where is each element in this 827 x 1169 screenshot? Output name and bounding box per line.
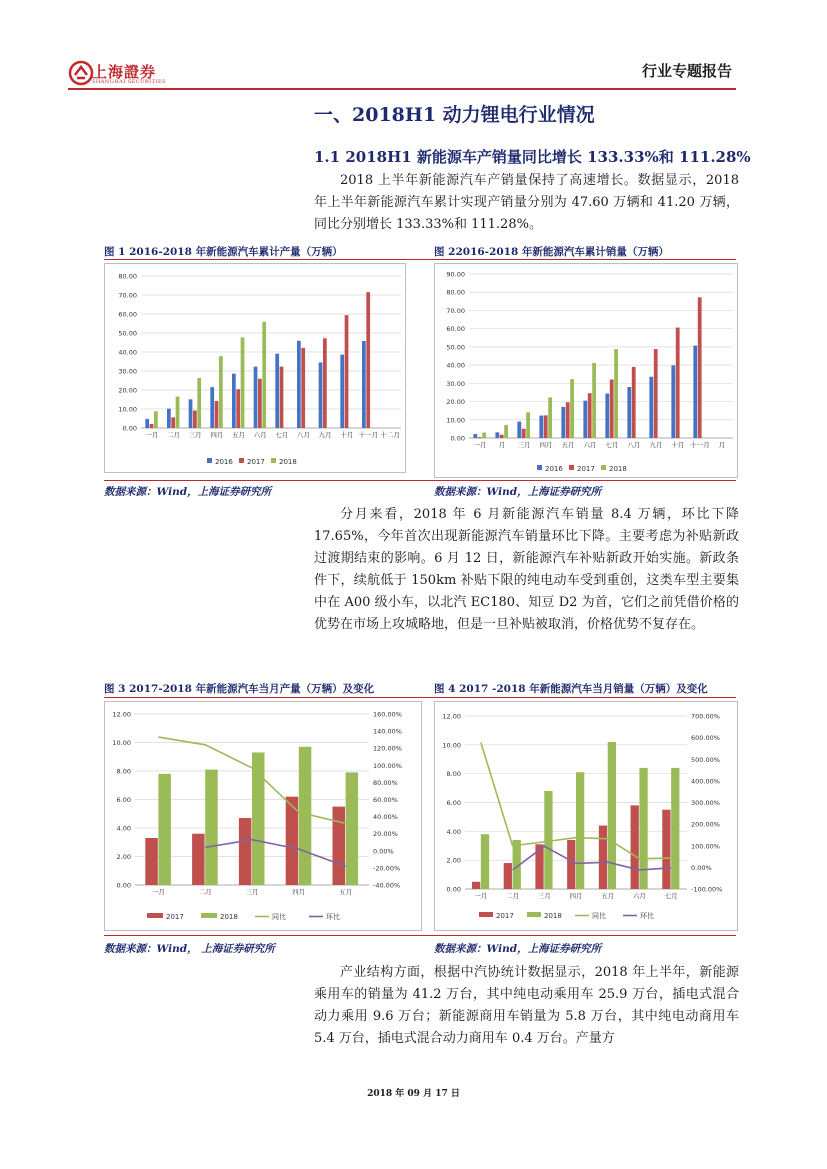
bar-2018-三月 — [526, 412, 530, 438]
y2-tick-label: 60.00% — [373, 796, 398, 804]
bar-2016-七月 — [605, 394, 609, 438]
bar-2016-六月 — [254, 367, 258, 428]
y-tick-label: 40.00 — [446, 361, 465, 370]
legend-swatch-2017 — [569, 465, 574, 470]
y-tick-label: 0.00 — [116, 881, 131, 890]
figure-rule — [104, 480, 736, 481]
x-tick-label: 十一月 — [358, 431, 379, 439]
bar-2017-十一月 — [698, 297, 702, 438]
legend-swatch-2018 — [201, 913, 217, 918]
bar-2018-四月 — [299, 747, 312, 885]
bar-2018-五月 — [346, 772, 359, 885]
y-tick-label: 8.00 — [116, 767, 131, 776]
y-tick-label: 20.00 — [446, 398, 465, 407]
bar-2017-九月 — [654, 349, 658, 438]
bar-2016-十月 — [671, 365, 675, 438]
legend-label-2016: 2016 — [215, 458, 233, 466]
legend-label-2016: 2016 — [545, 465, 563, 473]
figure-1-source: 数据来源：Wind，上海证券研究所 — [104, 486, 272, 498]
header-rule — [68, 88, 736, 90]
legend-label-同比: 同比 — [592, 912, 606, 920]
y-tick-label: 10.00 — [442, 741, 461, 750]
x-tick-label: 一月 — [151, 888, 165, 896]
bar-2016-十一月 — [693, 346, 697, 438]
legend-label-2018: 2018 — [279, 458, 297, 466]
x-tick-label: 十二月 — [380, 431, 400, 439]
paragraph-text: 产业结构方面，根据中汽协统计数据显示，2018 年上半年，新能源乘用车的销量为 41.2 万台，其中纯电动乘用车 25.9 万台，插电式混合动力乘用 9.6 万台；新能源商用车销量为 5.8 万台，其中纯电动商用车 5.4 万台，插电式混合动力商用车 0.4 万台。产量方 — [314, 965, 739, 1046]
y-tick-label: 50.00 — [118, 329, 137, 338]
figure-2-chart — [434, 263, 738, 478]
bar-2016-十一月 — [362, 341, 366, 428]
bar-2016-十月 — [340, 355, 344, 428]
x-tick-label: 四月 — [210, 431, 224, 439]
y2-tick-label: 0.00% — [691, 863, 712, 872]
y-tick-label: 6.00 — [116, 796, 131, 804]
bar-2017-二月 — [192, 834, 205, 885]
bar-2017-八月 — [301, 348, 305, 428]
y2-tick-label: 400.00% — [691, 777, 720, 786]
legend-swatch-2018 — [527, 912, 541, 917]
x-tick-label: 二月 — [167, 431, 180, 439]
x-tick-label: 三月 — [517, 441, 531, 449]
bar-2017-四月 — [567, 840, 575, 889]
x-tick-label: 四月 — [569, 892, 583, 900]
paragraph-1 — [314, 170, 739, 236]
legend-label-2017: 2017 — [577, 465, 595, 473]
bar-2018-一月 — [481, 834, 489, 889]
bar-2016-二月 — [495, 432, 499, 438]
bar-2016-三月 — [189, 399, 193, 428]
bar-2017-五月 — [236, 389, 240, 428]
bar-2018-一月 — [482, 433, 486, 438]
figure-4-title: 图 4 2017 -2018 年新能源汽车当月销量（万辆）及变化 — [434, 683, 708, 695]
bar-2017-十月 — [676, 328, 680, 438]
y-tick-label: 30.00 — [118, 367, 137, 376]
x-tick-label: 七月 — [664, 892, 678, 900]
bar-2016-五月 — [232, 374, 236, 428]
paragraph-text: 2018 上半年新能源汽车产销量保持了高速增长。数据显示，2018 年上半年新能源汽车累计实现产销量分别为 47.60 万辆和 41.20 万辆，同比分别增长 133.33%和 111.28%。 — [314, 173, 739, 232]
bar-2016-六月 — [583, 401, 587, 438]
x-tick-label: 六月 — [632, 892, 646, 900]
bar-2017-七月 — [280, 367, 284, 428]
y-tick-label: 30.00 — [446, 379, 465, 388]
section-title: 一、2018H1 动力锂电行业情况 — [314, 104, 595, 126]
y2-tick-label: 500.00% — [691, 755, 720, 764]
y-tick-label: 70.00 — [118, 291, 137, 300]
y2-tick-label: -20.00% — [373, 864, 401, 873]
y-tick-label: 12.00 — [442, 712, 461, 721]
y-tick-label: 10.00 — [112, 739, 131, 747]
x-tick-label: 十一月 — [690, 441, 710, 449]
legend-label-2018: 2018 — [609, 465, 627, 473]
bar-2017-二月 — [500, 435, 504, 438]
x-tick-label: 四月 — [539, 441, 553, 449]
x-tick-label: 一月 — [473, 441, 487, 449]
figure-2-source: 数据来源：Wind，上海证券研究所 — [434, 486, 602, 498]
x-tick-label: 九月 — [649, 441, 663, 449]
legend-swatch-2016 — [537, 465, 542, 470]
y-tick-label: 40.00 — [118, 348, 137, 357]
bar-2018-六月 — [262, 322, 266, 428]
legend-label-2017: 2017 — [166, 913, 184, 921]
paragraph-2 — [314, 504, 739, 636]
x-tick-label: 七月 — [275, 431, 289, 439]
x-tick-label: 七月 — [605, 441, 619, 449]
x-tick-label: 三月 — [188, 431, 202, 439]
legend-swatch-2017 — [147, 913, 163, 918]
bar-2016-八月 — [297, 341, 301, 428]
bar-2018-五月 — [608, 742, 616, 889]
bar-2018-七月 — [614, 349, 618, 438]
bar-2016-一月 — [473, 434, 477, 438]
y2-tick-label: -100.00% — [691, 885, 723, 894]
bar-2016-三月 — [517, 422, 521, 438]
bar-2016-九月 — [649, 377, 653, 438]
bar-2018-四月 — [576, 772, 584, 889]
bar-2017-一月 — [145, 838, 158, 885]
bar-2017-五月 — [599, 826, 607, 889]
x-tick-label: 五月 — [561, 441, 575, 449]
y-tick-label: 60.00 — [446, 325, 465, 334]
line-环比 — [205, 840, 345, 867]
y2-tick-label: 200.00% — [691, 820, 720, 829]
figure-1-chart — [104, 263, 406, 473]
x-tick-label: 二月 — [506, 892, 520, 900]
report-type: 行业专题报告 — [641, 62, 732, 80]
figure-1-title: 图 1 2016-2018 年新能源汽车累计产量（万辆） — [104, 246, 343, 258]
x-tick-label: 二月 — [198, 888, 212, 896]
bar-2017-一月 — [150, 424, 154, 428]
y2-tick-label: 300.00% — [691, 799, 720, 807]
y2-tick-label: 700.00% — [691, 712, 720, 721]
x-tick-label: 十月 — [340, 431, 354, 439]
bar-2017-四月 — [544, 415, 548, 438]
legend-label-2018: 2018 — [220, 913, 238, 921]
x-tick-label: 三月 — [537, 892, 551, 900]
bar-2018-四月 — [548, 397, 552, 438]
bar-2016-一月 — [145, 419, 149, 428]
x-tick-label: 五月 — [339, 888, 353, 896]
x-tick-label: 六月 — [583, 441, 597, 449]
y-tick-label: 4.00 — [446, 827, 461, 836]
footer-date: 2018 年 09 月 17 日 — [367, 1089, 460, 1099]
y-tick-label: 20.00 — [118, 386, 137, 395]
bar-2017-五月 — [332, 807, 345, 885]
y-tick-label: 4.00 — [116, 824, 131, 833]
y2-tick-label: 100.00% — [691, 842, 720, 851]
figure-rule — [104, 259, 736, 260]
legend-label-环比: 环比 — [640, 912, 654, 920]
bar-2017-五月 — [566, 402, 570, 438]
figure-2-title: 图 22016-2018 年新能源汽车累计销量（万辆） — [434, 246, 669, 258]
y-tick-label: 90.00 — [446, 270, 465, 279]
bar-2017-六月 — [588, 393, 592, 438]
y2-tick-label: 100.00% — [373, 761, 402, 770]
y-tick-label: 2.00 — [116, 853, 131, 861]
paragraph-3 — [314, 962, 739, 1050]
figure-3-source: 数据来源：Wind， 上海证券研究所 — [104, 943, 275, 955]
y-tick-label: 70.00 — [446, 306, 465, 315]
bar-2018-七月 — [671, 768, 679, 889]
paragraph-text: 分月来看，2018 年 6 月新能源汽车销量 8.4 万辆，环比下降 17.65%，今年首次出现新能源汽车销量环比下降。主要考虑为补贴新政过渡期结束的影响。6 月 12 日，新能源汽车补贴新政开始实施。新政条件下，续航低于 150km 补贴下限的纯电动车受到重创，这类车型主要集中在 A00 级小车，以北汽 EC180、知豆 D2 为首，它们之前凭借价格的优势在市场上攻城略地，但是一旦补贴被取消，价格优势不复存在。 — [314, 507, 739, 632]
y-tick-label: 80.00 — [446, 288, 465, 297]
bar-2016-七月 — [275, 354, 279, 428]
y-tick-label: 60.00 — [118, 310, 137, 319]
bar-2017-十月 — [345, 315, 349, 428]
subsection-title: 1.1 2018H1 新能源车产销量同比增长 133.33%和 111.28% — [314, 148, 751, 166]
x-tick-label: 月 — [498, 441, 506, 449]
bar-2017-六月 — [631, 805, 639, 889]
bar-2018-二月 — [176, 397, 180, 428]
bar-2017-一月 — [478, 437, 482, 438]
y-tick-label: 8.00 — [446, 770, 461, 779]
legend-swatch-2017 — [239, 458, 244, 463]
y2-tick-label: 40.00% — [373, 813, 398, 822]
figure-rule — [104, 697, 736, 698]
y-tick-label: 0.00 — [446, 885, 461, 894]
y-tick-label: 10.00 — [446, 416, 465, 425]
bar-2017-二月 — [171, 417, 175, 428]
x-tick-label: 五月 — [601, 892, 615, 900]
x-tick-label: 一月 — [145, 431, 159, 439]
legend-swatch-2017 — [479, 912, 493, 917]
bar-2016-四月 — [539, 416, 543, 438]
figure-3-title: 图 3 2017-2018 年新能源汽车当月产量（万辆）及变化 — [104, 683, 375, 695]
y2-tick-label: 120.00% — [373, 744, 402, 753]
y2-tick-label: 600.00% — [691, 734, 720, 743]
bar-2018-一月 — [158, 774, 171, 885]
x-tick-label: 四月 — [292, 888, 306, 896]
bar-2016-九月 — [319, 362, 323, 428]
legend-label-环比: 环比 — [326, 913, 340, 921]
legend-label-2017: 2017 — [247, 458, 265, 466]
x-tick-label: 八月 — [627, 441, 641, 449]
bar-2017-七月 — [662, 810, 670, 889]
bar-2018-三月 — [197, 378, 201, 428]
bar-2017-三月 — [193, 411, 197, 428]
x-tick-label: 十月 — [671, 441, 685, 449]
bar-2017-四月 — [215, 401, 219, 428]
y-tick-label: 12.00 — [112, 710, 131, 719]
x-tick-label: 五月 — [232, 431, 245, 439]
legend-swatch-2018 — [601, 465, 606, 470]
bar-2017-一月 — [472, 882, 480, 889]
bar-2018-三月 — [252, 752, 265, 885]
bar-2017-九月 — [323, 338, 327, 428]
y2-tick-label: -40.00% — [373, 881, 401, 890]
figure-rule — [104, 935, 736, 936]
y-tick-label: 6.00 — [446, 799, 461, 807]
legend-label-同比: 同比 — [272, 913, 286, 921]
company-logo — [68, 60, 94, 86]
bar-2017-八月 — [632, 367, 636, 438]
bar-2018-六月 — [639, 768, 647, 889]
bar-2018-二月 — [205, 770, 218, 885]
legend-swatch-2016 — [207, 458, 212, 463]
y2-tick-label: 0.00% — [373, 847, 394, 856]
figure-4-source: 数据来源：Wind，上海证券研究所 — [434, 943, 602, 955]
bar-2018-五月 — [241, 337, 245, 428]
bar-2018-二月 — [504, 425, 508, 438]
bar-2017-七月 — [610, 380, 614, 438]
bar-2017-二月 — [504, 863, 512, 889]
bar-2017-三月 — [522, 429, 526, 438]
bar-2018-三月 — [544, 791, 552, 889]
y2-tick-label: 160.00% — [373, 710, 402, 719]
bar-2018-四月 — [219, 356, 223, 428]
bar-2016-八月 — [627, 387, 631, 438]
x-tick-label: 一月 — [474, 892, 488, 900]
y-tick-label: 0.00 — [122, 424, 137, 433]
logo-text: 上海證券 — [92, 63, 157, 81]
legend-swatch-2018 — [271, 458, 276, 463]
y2-tick-label: 140.00% — [373, 727, 402, 736]
x-tick-label: 六月 — [253, 431, 267, 439]
y2-tick-label: 20.00% — [373, 830, 398, 839]
bar-2016-二月 — [167, 409, 171, 428]
bar-2018-一月 — [154, 411, 158, 428]
bar-2017-六月 — [258, 379, 262, 428]
y2-tick-label: 80.00% — [373, 778, 398, 787]
bar-2016-五月 — [561, 407, 565, 438]
bar-2017-十一月 — [366, 292, 370, 428]
y-tick-label: 50.00 — [446, 343, 465, 352]
x-tick-label: 三月 — [245, 888, 259, 896]
y-tick-label: 80.00 — [118, 272, 137, 281]
y-tick-label: 10.00 — [118, 405, 137, 414]
x-tick-label: 九月 — [318, 431, 332, 439]
figure-3-chart — [104, 701, 422, 931]
bar-2016-四月 — [210, 387, 214, 428]
x-tick-label: 八月 — [297, 431, 310, 439]
x-tick-label: 月 — [718, 441, 726, 449]
legend-label-2017: 2017 — [496, 912, 514, 920]
y-tick-label: 0.00 — [450, 434, 465, 443]
bar-2018-五月 — [570, 379, 574, 438]
y-tick-label: 2.00 — [446, 856, 461, 865]
figure-4-chart — [434, 701, 738, 931]
legend-label-2018: 2018 — [544, 912, 562, 920]
bar-2017-三月 — [239, 818, 252, 885]
bar-2018-六月 — [592, 363, 596, 438]
logo-subtext: SHANGHAI SECURITIES — [92, 79, 167, 85]
